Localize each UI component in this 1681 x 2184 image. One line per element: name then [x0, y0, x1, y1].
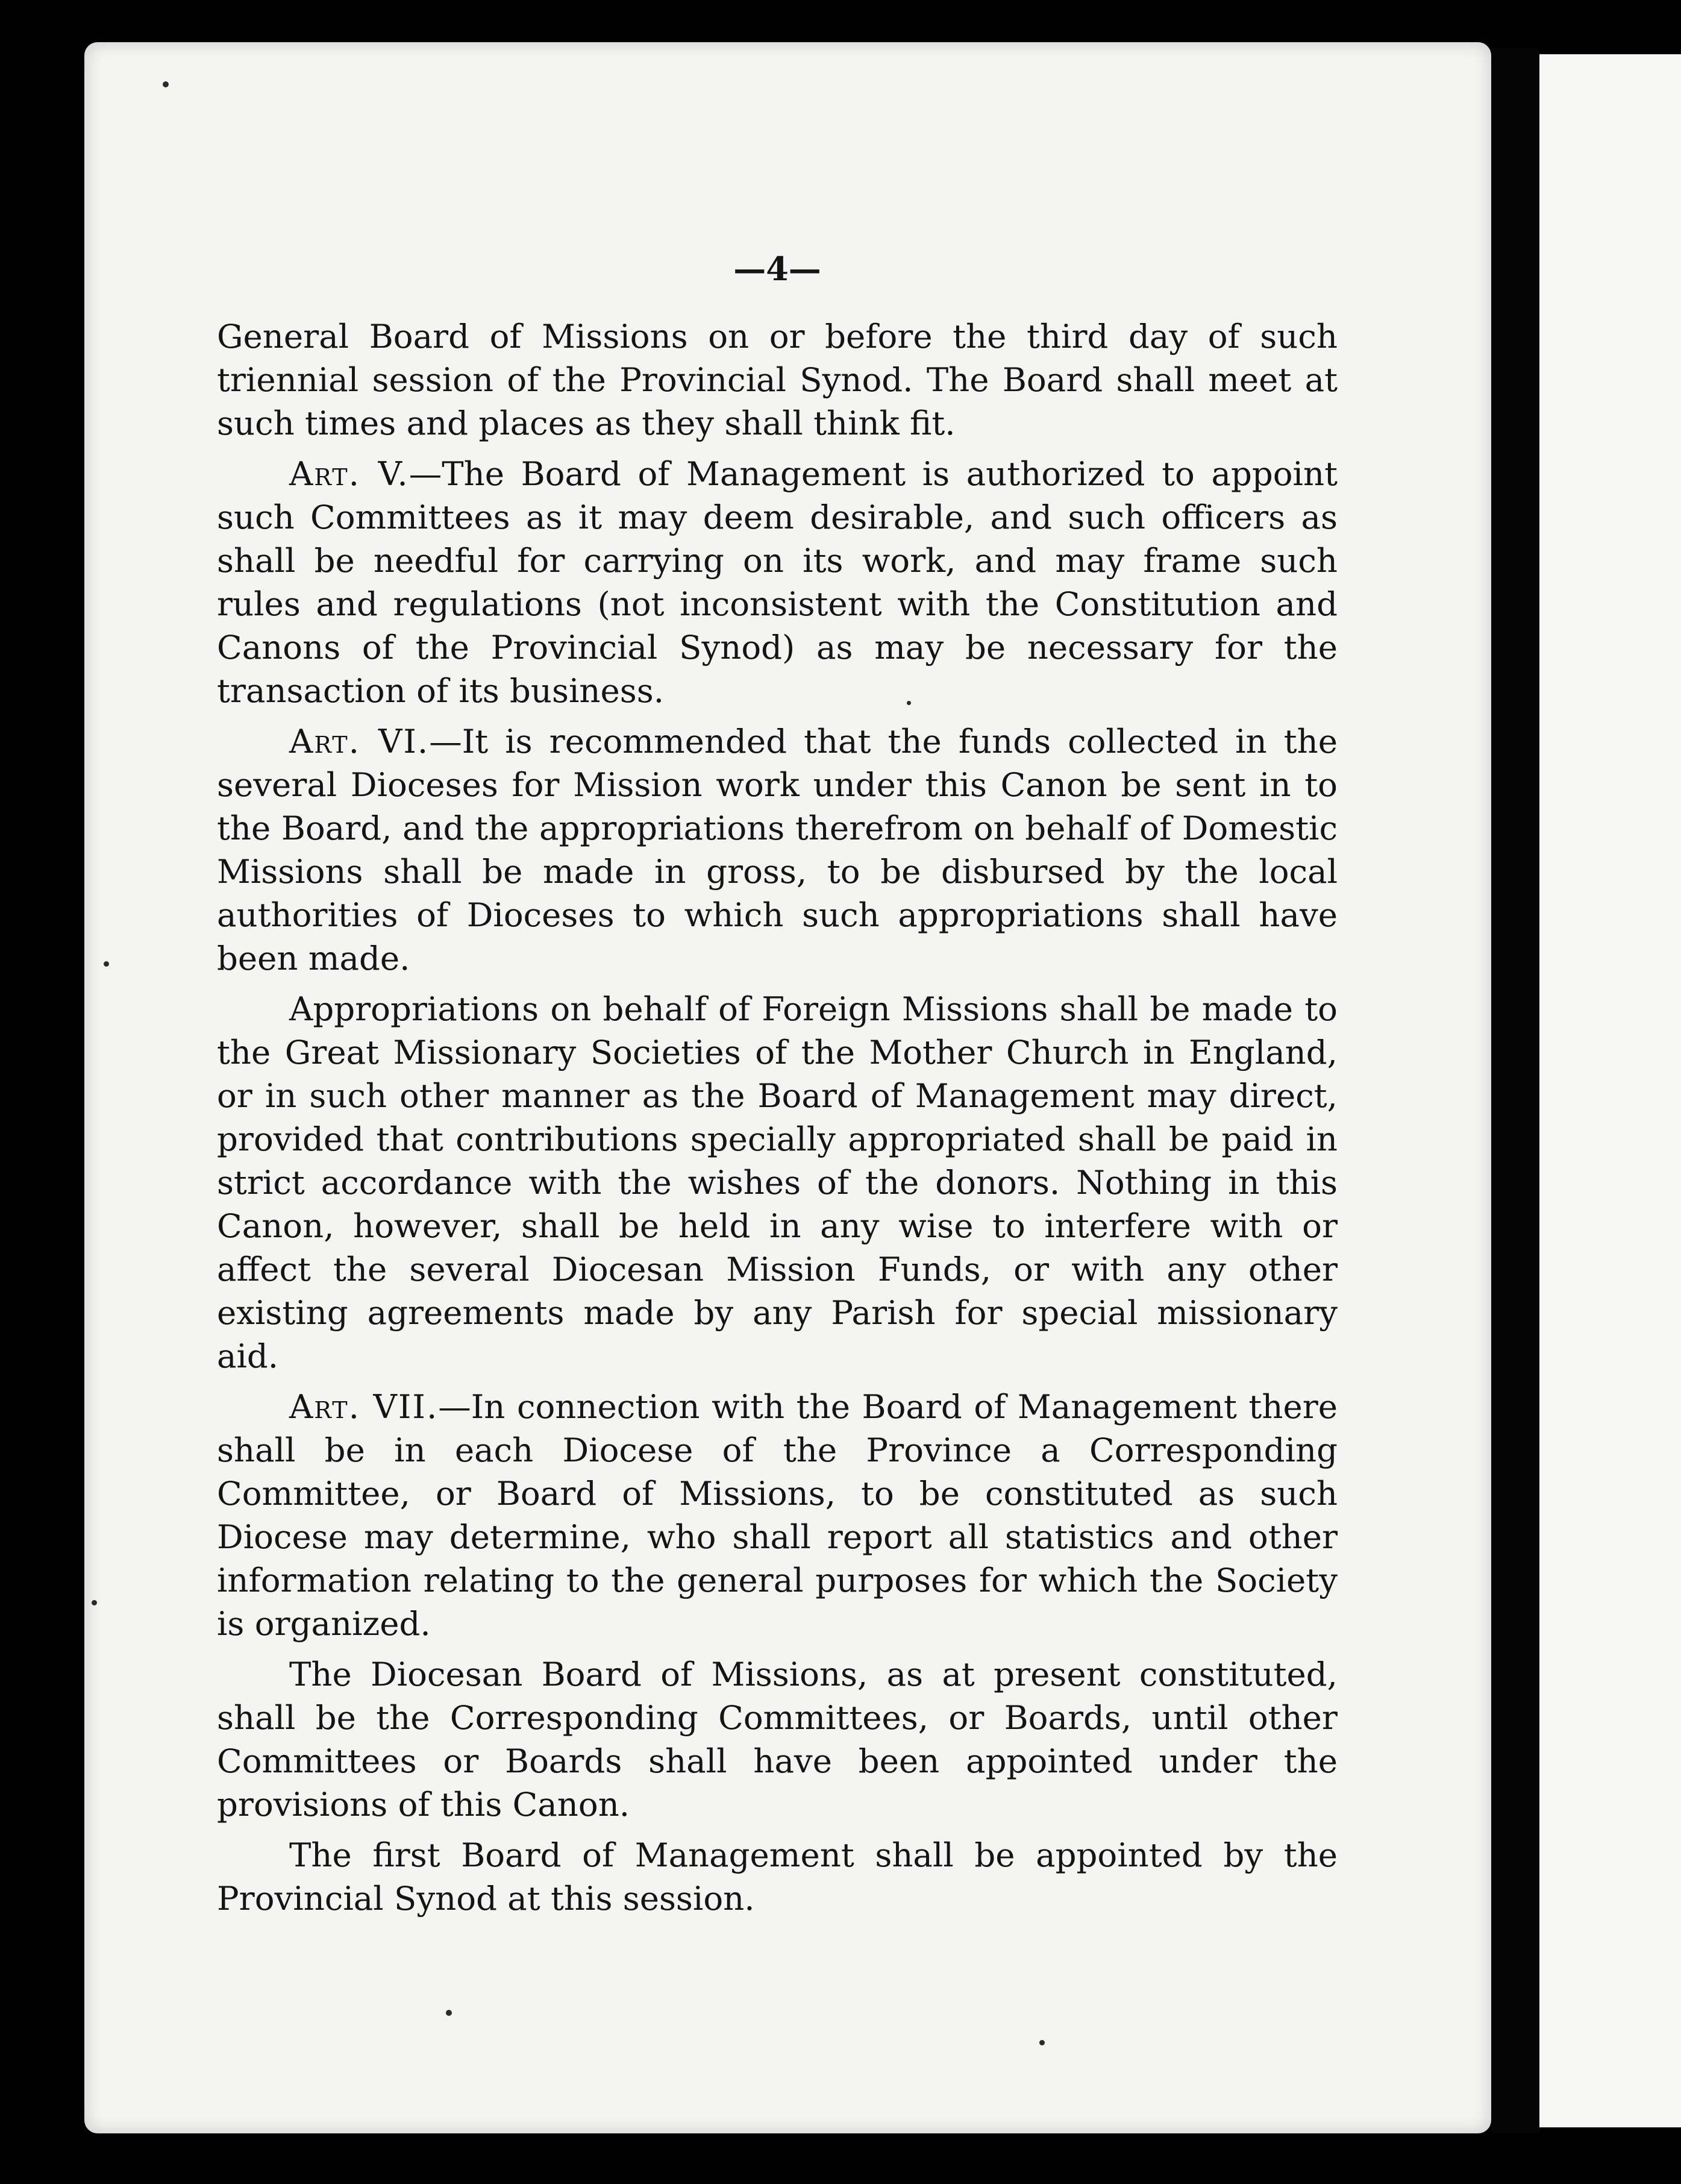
article-v-text: —The Board of Management is authorized to appoint such Committees as it may deem desirable, and such officers as shall be needful for carrying on its work, and may frame such rules and regulations (not inconsistent with the Constitution and Canons of the Provincial Synod) as may be necessary for the transaction of its business. [217, 454, 1338, 710]
paragraph-diocesan-board [217, 1652, 1338, 1826]
paragraph-art-vii [217, 1385, 1338, 1645]
article-vii-label: Art. VII. [289, 1387, 439, 1426]
paragraph-foreign-missions [217, 987, 1338, 1378]
paragraph-first-board [217, 1833, 1338, 1920]
article-vii-text: —In connection with the Board of Management there shall be in each Diocese of the Province a Corresponding Committee, or Board of Missions, to be constituted as such Diocese may determine, who shall report all statistics and other information relating to the general purposes for which the Society is organized. [217, 1387, 1338, 1643]
article-vi-label: Art. VI. [289, 722, 430, 761]
paragraph-art-vi [217, 720, 1338, 980]
ink-speck [104, 961, 109, 967]
diocesan-board-text: The Diocesan Board of Missions, as at present constituted, shall be the Corresponding Committees, or Boards, until other Committees or Boards shall have been appointed under the provisions of this Canon. [217, 1655, 1338, 1824]
page-number: —4— [733, 249, 821, 288]
ink-speck [163, 81, 169, 87]
paragraph-1 [217, 315, 1338, 445]
paragraph-art-v [217, 452, 1338, 712]
ink-speck [446, 2010, 452, 2016]
ink-speck [1039, 2040, 1045, 2045]
document-body [217, 247, 1338, 1927]
book-gutter [1491, 48, 1539, 2133]
paragraph-1-text: General Board of Missions on or before the third day of such triennial session of the Provincial Synod. The Board shall meet at such times and places as they shall think fit. [217, 317, 1338, 442]
foreign-missions-text: Appropriations on behalf of Foreign Missions shall be made to the Great Missionary Societies of the Mother Church in England, or in such other manner as the Board of Management may direct, provided that contributions specially appropriated shall be paid in strict accordance with the wishes of the donors. Nothing in this Canon, however, shall be held in any wise to interfere with or affect the several Diocesan Mission Funds, or with any other existing agreements made by any Parish for special missionary aid. [217, 990, 1338, 1375]
ink-speck [92, 1600, 97, 1605]
first-board-text: The first Board of Management shall be appointed by the Provincial Synod at this session. [217, 1836, 1338, 1918]
right-page-edge [1539, 54, 1681, 2127]
article-v-label: Art. V. [289, 454, 409, 493]
article-vi-text: —It is recommended that the funds collected in the several Dioceses for Mission work under this Canon be sent in to the Board, and the appropriations therefrom on behalf of Domestic Missions shall be made in gross, to be disbursed by the local authorities of Dioceses to which such appropriations shall have been made. [217, 722, 1338, 977]
